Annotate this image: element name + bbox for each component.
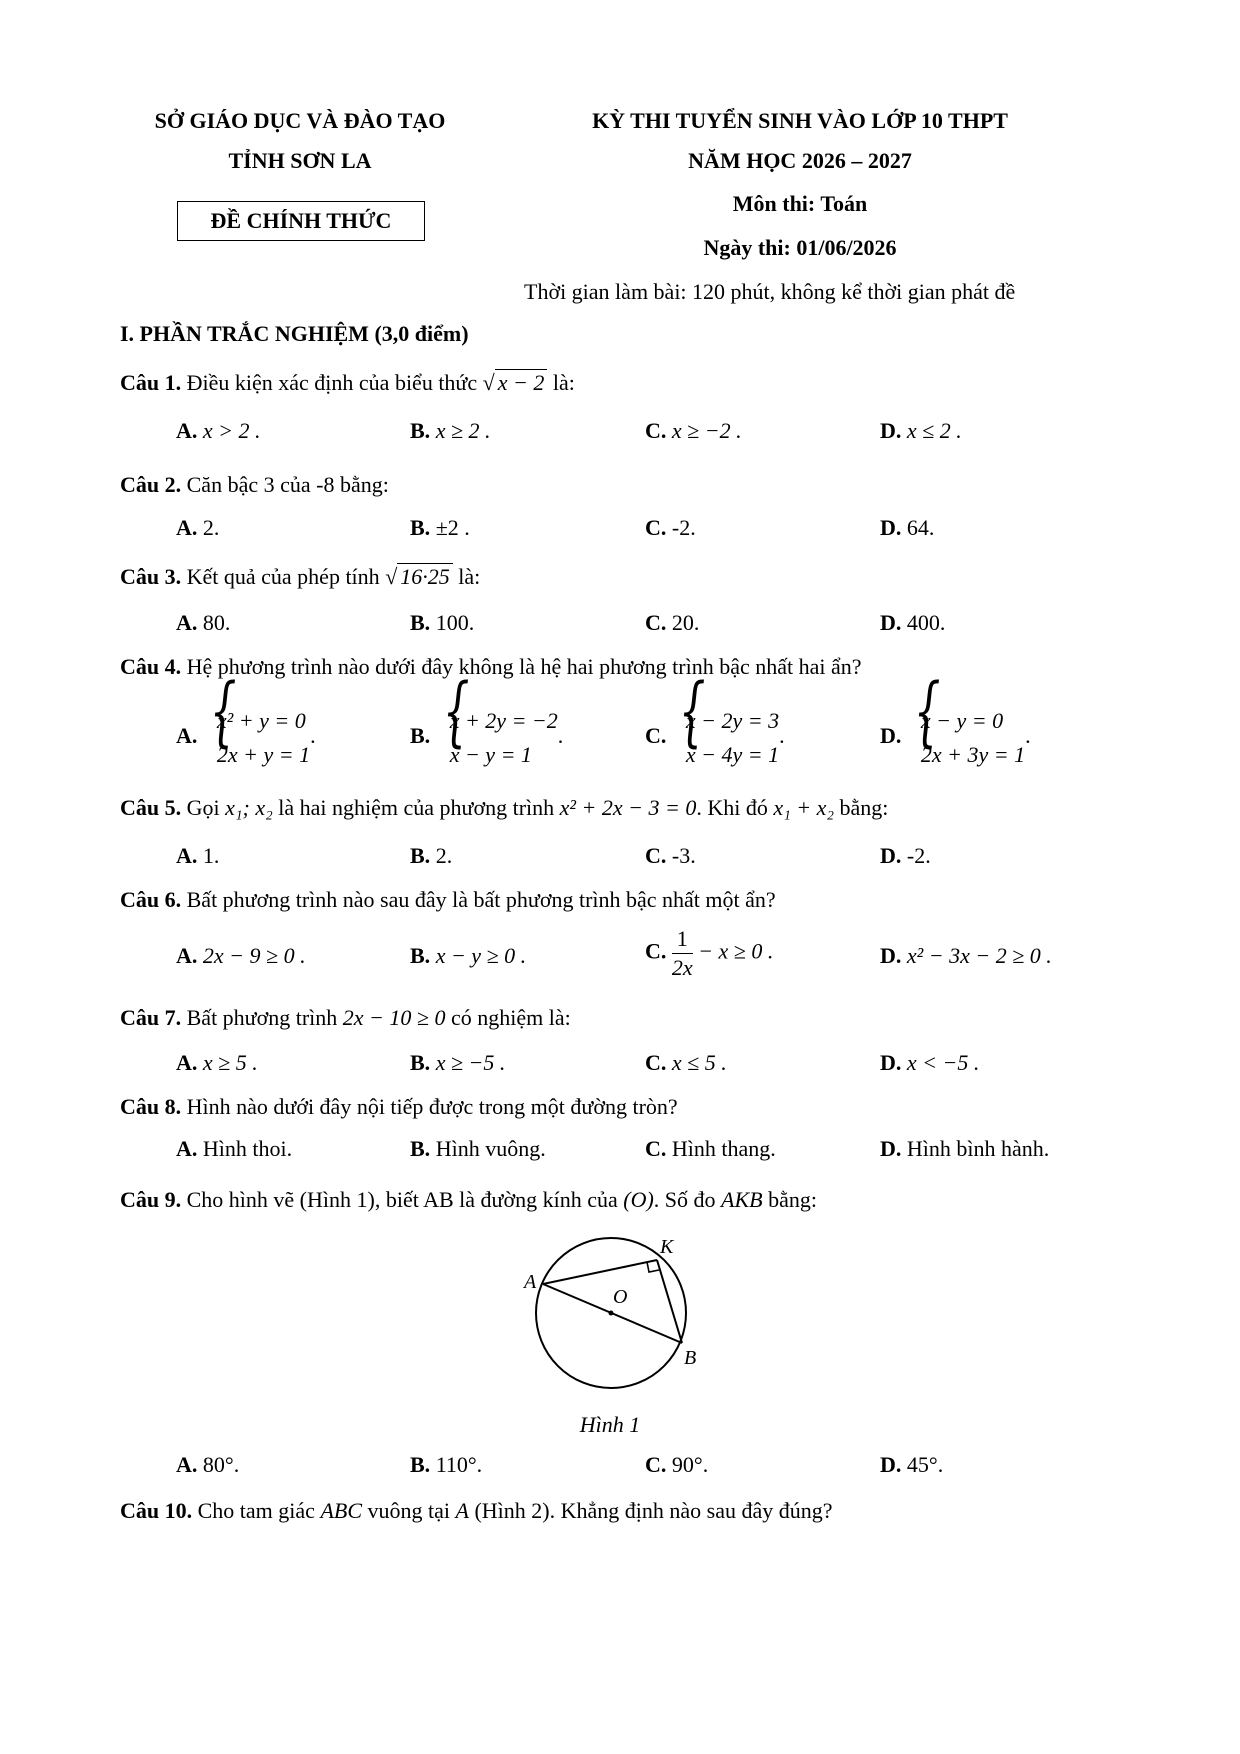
equation-system: { x + 2y = −2 x − y = 1 (436, 704, 558, 772)
question-2: Câu 2. Căn bậc 3 của -8 bằng: (120, 472, 389, 497)
q8-option-d[interactable]: D. Hình bình hành. (880, 1136, 1050, 1161)
exam-date: Ngày thi: 01/06/2026 (703, 235, 897, 260)
figure-caption: Hình 1 (579, 1412, 641, 1437)
exam-title: KỲ THI TUYỂN SINH VÀO LỚP 10 THPT (592, 108, 1008, 133)
q2-option-d[interactable]: D. 64. (880, 515, 935, 540)
department-name: SỞ GIÁO DỤC VÀ ĐÀO TẠO (154, 108, 446, 133)
question-8: Câu 8. Hình nào dưới đây nội tiếp được trong một đường tròn? (120, 1094, 678, 1119)
q7-option-c[interactable]: C. x ≤ 5 . (645, 1050, 727, 1075)
q5-option-a[interactable]: A. 1. (176, 843, 220, 868)
equation-system: { x − y = 0 2x + 3y = 1 (907, 704, 1025, 772)
q5-option-b[interactable]: B. 2. (410, 843, 453, 868)
q8-option-a[interactable]: A. Hình thoi. (176, 1136, 293, 1161)
q5-option-c[interactable]: C. -3. (645, 843, 696, 868)
q2-option-b[interactable]: B. ±2 . (410, 515, 470, 540)
q3-option-b[interactable]: B. 100. (410, 610, 475, 635)
subject: Môn thi: Toán (732, 191, 868, 216)
q3-option-d[interactable]: D. 400. (880, 610, 946, 635)
equation-system: { x² + y = 0 2x + y = 1 (203, 704, 310, 772)
q3-option-c[interactable]: C. 20. (645, 610, 700, 635)
q4-option-c[interactable]: C. { x − 2y = 3 x − 4y = 1 . (645, 704, 785, 772)
q2-option-c[interactable]: C. -2. (645, 515, 696, 540)
q4-option-a[interactable]: A. { x² + y = 0 2x + y = 1 . (176, 704, 316, 772)
question-6: Câu 6. Bất phương trình nào sau đây là bất phương trình bậc nhất một ẩn? (120, 887, 776, 912)
q9-option-a[interactable]: A. 80°. (176, 1452, 240, 1477)
sqrt-expression: 16·25 (397, 563, 453, 589)
q4-option-b[interactable]: B. { x + 2y = −2 x − y = 1 . (410, 704, 563, 772)
fraction: $\frac{1}{2x}$ (671, 926, 693, 980)
equation-system: { x − 2y = 3 x − 4y = 1 (672, 704, 779, 772)
sqrt-expression: x − 2 (495, 369, 548, 395)
question-4: Câu 4. Hệ phương trình nào dưới đây không là hệ hai phương trình bậc nhất hai ẩn? (120, 654, 862, 679)
question-9: Câu 9. Cho hình vẽ (Hình 1), biết AB là đường kính của (O). Số đo AKB bằng: (120, 1187, 817, 1212)
q7-option-d[interactable]: D. x < −5 . (880, 1050, 980, 1075)
q6-option-d[interactable]: D. x² − 3x − 2 ≥ 0 . (880, 943, 1052, 968)
q1-option-c[interactable]: C. x ≥ −2 . (645, 418, 742, 443)
q1-option-b[interactable]: B. x ≥ 2 . (410, 418, 491, 443)
point-label-k: K (660, 1236, 674, 1258)
question-5: Câu 5. Gọi x₁; x₂ là hai nghiệm của phương trình x² + 2x − 3 = 0. Khi đó x₁ + x₂ bằng: (120, 795, 889, 820)
q7-option-a[interactable]: A. x ≥ 5 . (176, 1050, 258, 1075)
q8-option-b[interactable]: B. Hình vuông. (410, 1136, 546, 1161)
question-7: Câu 7. Bất phương trình 2x − 10 ≥ 0 có nghiệm là: (120, 1005, 571, 1030)
q9-option-c[interactable]: C. 90°. (645, 1452, 709, 1477)
official-exam-box: ĐỀ CHÍNH THỨC (177, 201, 425, 241)
school-year: NĂM HỌC 2026 – 2027 (688, 148, 912, 173)
q6-option-c[interactable]: C. $\frac{1}{2x}$ − x ≥ 0 . (645, 926, 774, 980)
province-name: TỈNH SƠN LA (228, 148, 372, 173)
q1-option-d[interactable]: D. x ≤ 2 . (880, 418, 962, 443)
point-label-b: B (684, 1347, 697, 1369)
point-label-o: O (613, 1286, 628, 1308)
q8-option-c[interactable]: C. Hình thang. (645, 1136, 776, 1161)
q2-option-a[interactable]: A. 2. (176, 515, 220, 540)
q5-option-d[interactable]: D. -2. (880, 843, 931, 868)
q6-option-a[interactable]: A. 2x − 9 ≥ 0 . (176, 943, 306, 968)
q7-option-b[interactable]: B. x ≥ −5 . (410, 1050, 506, 1075)
q3-option-a[interactable]: A. 80. (176, 610, 231, 635)
time-note: Thời gian làm bài: 120 phút, không kể thời gian phát đề (524, 279, 1016, 304)
point-label-a: A (524, 1271, 537, 1293)
question-10: Câu 10. Cho tam giác ABC vuông tại A (Hình 2). Khẳng định nào sau đây đúng? (120, 1498, 833, 1523)
q9-option-d[interactable]: D. 45°. (880, 1452, 944, 1477)
q9-option-b[interactable]: B. 110°. (410, 1452, 483, 1477)
question-label: Câu 1. (120, 370, 182, 395)
section-title: I. PHẦN TRẮC NGHIỆM (3,0 điểm) (120, 321, 469, 346)
question-1: Câu 1. Điều kiện xác định của biểu thức √ x − 2 là: (120, 370, 575, 395)
q6-option-b[interactable]: B. x − y ≥ 0 . (410, 943, 527, 968)
q1-option-a[interactable]: A. x > 2 . (176, 418, 261, 443)
q4-option-d[interactable]: D. { x − y = 0 2x + 3y = 1 . (880, 704, 1031, 772)
question-3: Câu 3. Kết quả của phép tính √ 16·25 là: (120, 564, 481, 589)
